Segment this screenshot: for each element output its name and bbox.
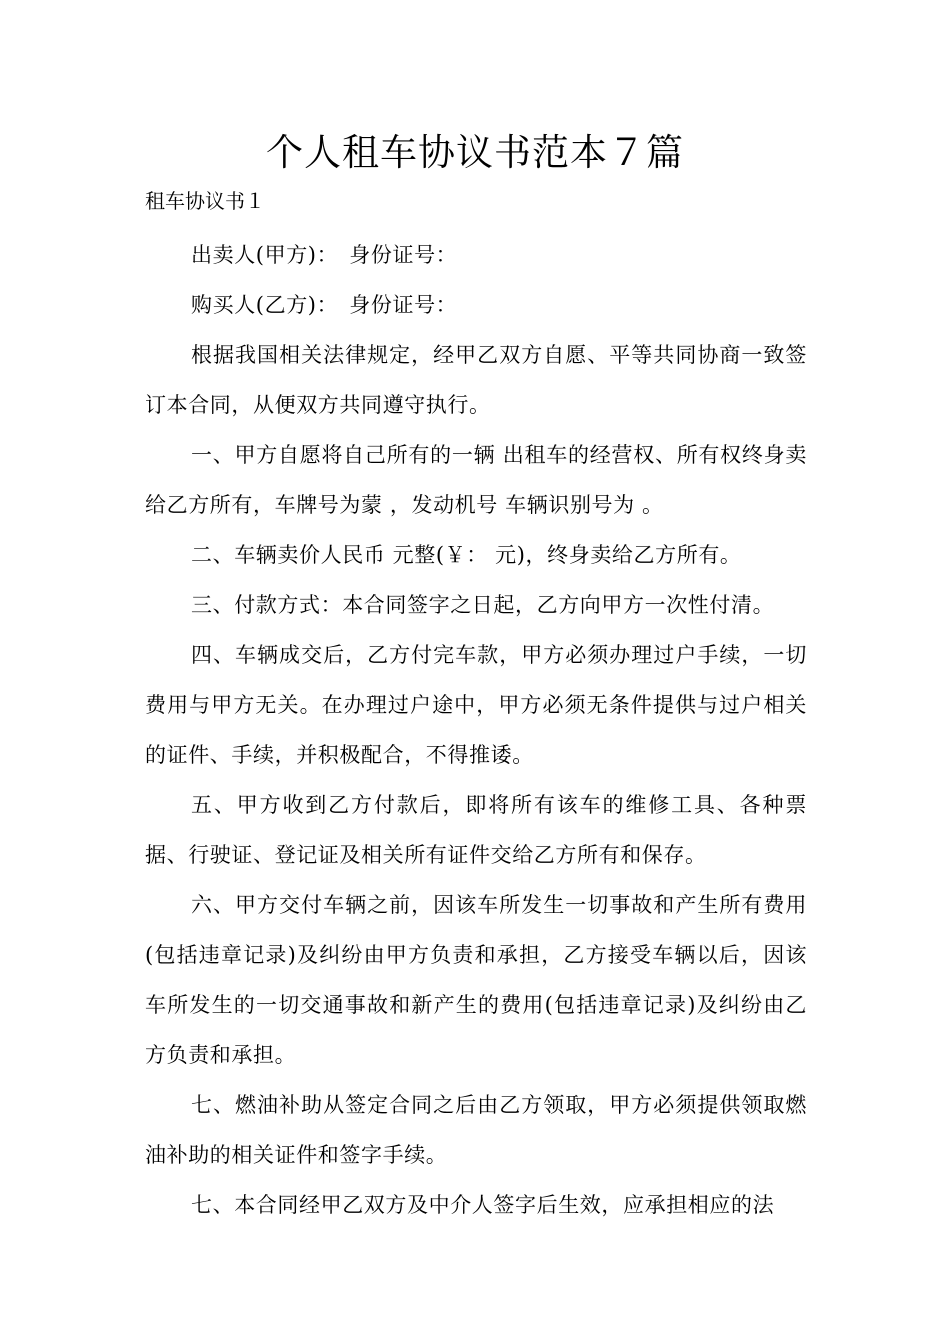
- document-title: 个人租车协议书范本７篇: [266, 131, 684, 174]
- paragraph-clause-1: 一、甲方自愿将自己所有的一辆 出租车的经营权、所有权终身卖给乙方所有，车牌号为蒙 ，发动机号 车辆识别号为 。: [145, 443, 807, 517]
- paragraph-clause-7b: 七、本合同经甲乙双方及中介人签字后生效，应承担相应的法: [191, 1193, 775, 1217]
- paragraph-seller: 出卖人(甲方)： 身份证号：: [191, 243, 458, 267]
- paragraph-clause-6: 六、甲方交付车辆之前，因该车所发生一切事故和产生所有费用(包括违章记录)及纠纷由甲方负责和承担，乙方接受车辆以后，因该车所发生的一切交通事故和新产生的费用(包括违章记录)及纠纷由乙方负责和承担。: [145, 893, 807, 1067]
- paragraph-clause-4: 四、车辆成交后，乙方付完车款，甲方必须办理过户手续，一切费用与甲方无关。在办理过户途中，甲方必须无条件提供与过户相关的证件、手续，并积极配合，不得推诿。: [145, 643, 807, 767]
- document-body: [145, 230, 807, 1230]
- paragraph-clause-3: 三、付款方式：本合同签字之日起，乙方向甲方一次性付清。: [191, 593, 775, 617]
- document-subtitle: 租车协议书１: [145, 189, 265, 213]
- paragraph-clause-2: 二、车辆卖价人民币 元整(￥： 元)，终身卖给乙方所有。: [191, 543, 742, 567]
- paragraph-clause-7a: 七、燃油补助从签定合同之后由乙方领取，甲方必须提供领取燃油补助的相关证件和签字手续。: [145, 1093, 807, 1167]
- paragraph-clause-5: 五、甲方收到乙方付款后，即将所有该车的维修工具、各种票据、行驶证、登记证及相关所有证件交给乙方所有和保存。: [145, 793, 807, 867]
- paragraph-preamble: 根据我国相关法律规定，经甲乙双方自愿、平等共同协商一致签订本合同，从便双方共同遵守执行。: [145, 343, 807, 417]
- paragraph-buyer: 购买人(乙方)： 身份证号：: [191, 293, 458, 317]
